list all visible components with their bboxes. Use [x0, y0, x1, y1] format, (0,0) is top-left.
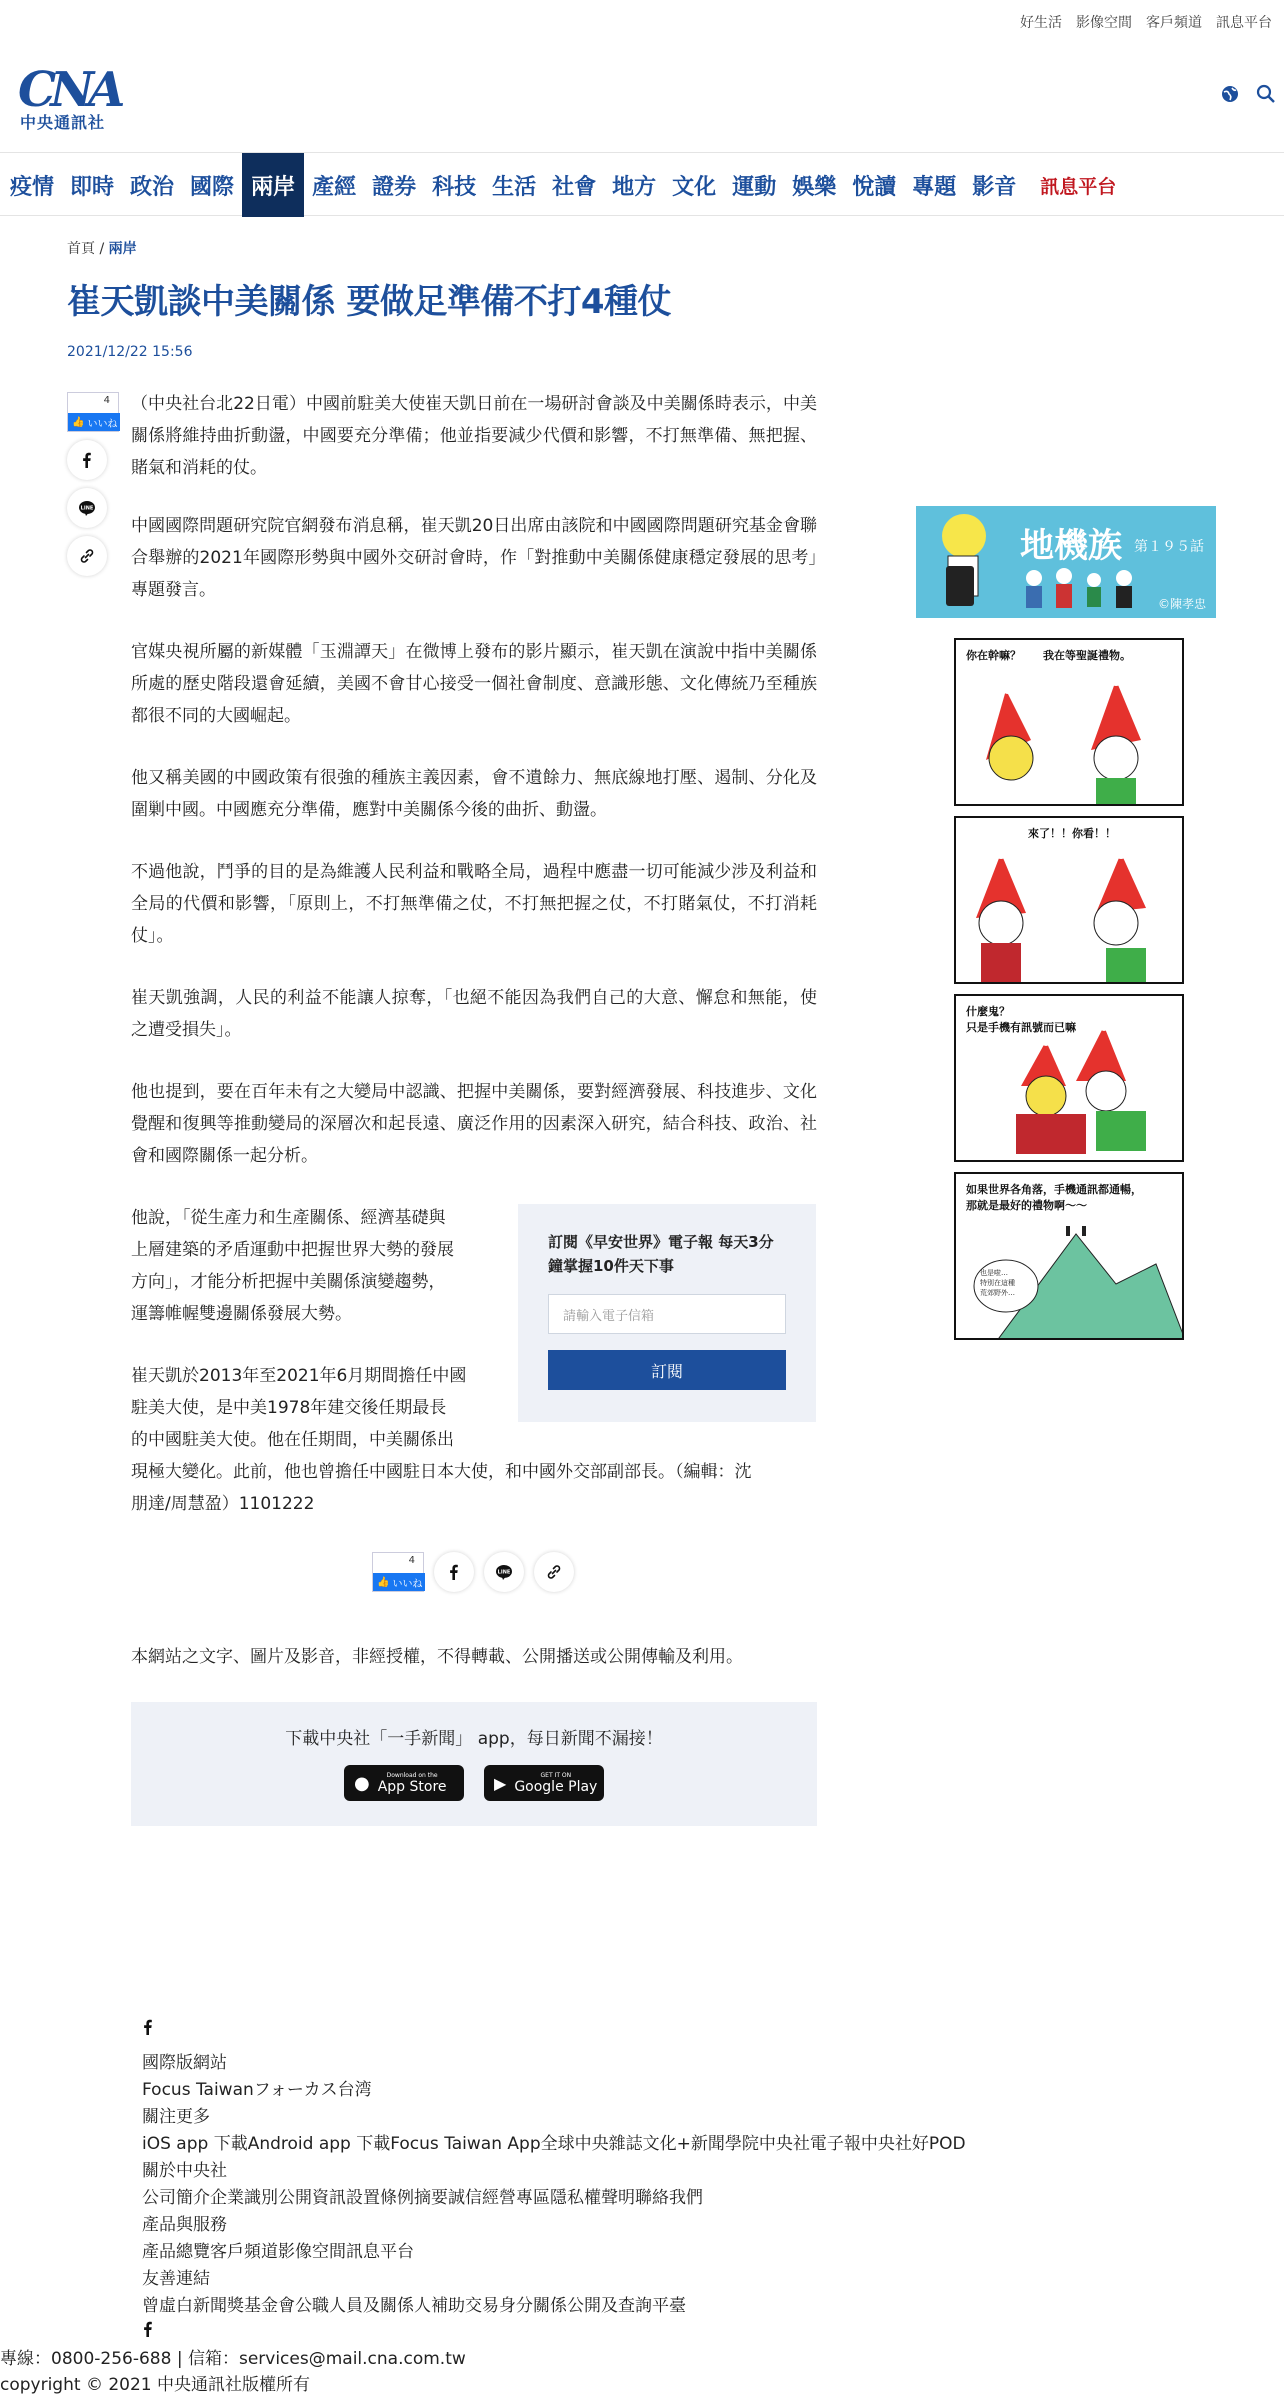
svg-text:LINE: LINE — [497, 1569, 511, 1576]
paragraph-line: 朋達/周慧盈）1101222 — [131, 1494, 315, 1514]
comic-episode: 第１９５話 — [1134, 539, 1204, 555]
footer-more-links[interactable]: iOS app 下載Android app 下載Focus Taiwan App全球中央雜誌文化+新聞學院中央社電子報中央社好POD — [142, 2134, 966, 2154]
line-share-button[interactable] — [484, 1552, 524, 1592]
nav-item-culture[interactable]: 文化 — [672, 174, 717, 200]
app-download-promo — [131, 1702, 817, 1826]
svg-text:LINE: LINE — [80, 505, 94, 512]
line-icon — [495, 1563, 513, 1581]
facebook-share-button[interactable] — [67, 440, 107, 480]
app-store-badge[interactable]: ● Download on the App Store — [344, 1765, 464, 1801]
main-nav — [0, 152, 1284, 216]
footer-about-label: 關於中央社 — [142, 2161, 227, 2181]
globe-icon[interactable] — [1220, 84, 1240, 108]
link-icon — [545, 1563, 563, 1581]
comic-panel-3 — [954, 994, 1184, 1162]
email-input[interactable]: 請輸入電子信箱 — [548, 1294, 786, 1334]
comic-panel-art — [956, 996, 1184, 1162]
comic-caption: 來了！！你看！！ — [1028, 827, 1116, 840]
footer-facebook-icon[interactable] — [142, 2018, 154, 2045]
nav-item-tech[interactable]: 科技 — [432, 174, 477, 200]
article-paragraph: 崔天凱強調，人民的利益不能讓人掠奪，「也絕不能因為我們自己的大意、懈怠和無能，使之遭受損失」。 — [131, 988, 817, 1040]
comic-panel-art — [956, 640, 1184, 806]
facebook-share-button[interactable] — [434, 1552, 474, 1592]
share-bar-vertical — [67, 392, 119, 576]
nav-item-society[interactable]: 社會 — [552, 174, 597, 200]
app-promo-text: 下載中央社「一手新聞」 app，每日新聞不漏接！ — [285, 1729, 663, 1749]
nav-item-message-platform[interactable]: 訊息平台 — [1040, 175, 1117, 198]
footer-about-links[interactable]: 公司簡介企業識別公開資訊設置條例摘要誠信經營專區隱私權聲明聯絡我們 — [142, 2188, 703, 2208]
paragraph-line: 駐美大使，是中美1978年建交後任期最長 — [131, 1398, 447, 1418]
search-icon[interactable] — [1256, 84, 1276, 108]
comic-bubble: 也是啦… 特別在這種 荒郊野外… — [980, 1269, 1015, 1297]
line-share-button[interactable] — [67, 488, 107, 528]
facebook-icon — [78, 451, 96, 469]
footer-friends-label: 友善連結 — [142, 2269, 210, 2289]
util-link-client-channel[interactable]: 客戶頻道 — [1146, 15, 1202, 31]
comic-caption: 你在幹嘛？ 我在等聖誕禮物。 — [966, 649, 1131, 662]
comic-panel-art — [956, 818, 1184, 984]
util-link-message-platform[interactable]: 訊息平台 — [1216, 15, 1272, 31]
nav-item-entertainment[interactable]: 娛樂 — [792, 174, 837, 200]
nav-item-video[interactable]: 影音 — [972, 174, 1017, 200]
comic-caption: 如果世界各角落，手機通訊都通暢， 那就是最好的禮物啊～～ — [966, 1183, 1142, 1212]
facebook-like-button[interactable] — [67, 392, 119, 432]
paragraph-line: 現極大變化。此前，他也曾擔任中國駐日本大使，和中國外交部副部長。（編輯：沈 — [131, 1462, 752, 1482]
nav-item-local[interactable]: 地方 — [612, 174, 657, 200]
footer-products-label: 產品與服務 — [142, 2215, 227, 2235]
footer-products-links[interactable]: 產品總覽客戶頻道影像空間訊息平台 — [142, 2242, 414, 2262]
utility-links — [1020, 12, 1272, 32]
util-link-life[interactable]: 好生活 — [1020, 15, 1062, 31]
paragraph-line: 上層建築的矛盾運動中把握世界大勢的發展 — [131, 1240, 454, 1260]
comic-title: 地機族 — [1020, 526, 1122, 566]
link-icon — [78, 547, 96, 565]
footer-intl-label: 國際版網站 — [142, 2053, 227, 2073]
breadcrumb-separator: / — [99, 241, 105, 257]
like-count: 4 — [103, 395, 110, 406]
paragraph-line: 他說，「從生產力和生產關係、經濟基礎與 — [131, 1208, 446, 1228]
footer-more-label: 關注更多 — [142, 2107, 210, 2127]
article-paragraph: （中央社台北22日電）中國前駐美大使崔天凱日前在一場研討會談及中美關係時表示，中美關係將維持曲折動盪，中國要充分準備；他並指要減少代價和影響，不打無準備、無把握、賭氣和消耗的仗。 — [131, 394, 817, 478]
copy-link-button[interactable] — [534, 1552, 574, 1592]
comic-banner[interactable] — [916, 506, 1216, 618]
paragraph-line: 崔天凱於2013年至2021年6月期間擔任中國 — [131, 1366, 467, 1386]
apple-icon: ● — [354, 1772, 370, 1794]
breadcrumb-home[interactable]: 首頁 — [67, 241, 95, 257]
nav-item-reading[interactable]: 悅讀 — [852, 174, 897, 200]
nav-item-international[interactable]: 國際 — [190, 174, 235, 200]
article-paragraph: 官媒央視所屬的新媒體「玉淵譚天」在微博上發布的影片顯示，崔天凱在演說中指中美關係所處的歷史階段還會延續，美國不會甘心接受一個社會制度、意識形態、文化傳統乃至種族都很不同的大國崛起。 — [131, 642, 817, 726]
footer-copyright: copyright © 2021 中央通訊社版權所有 — [0, 2375, 311, 2395]
comic-panel-4 — [954, 1172, 1184, 1340]
nav-item-life[interactable]: 生活 — [492, 174, 537, 200]
comic-panel-2 — [954, 816, 1184, 984]
paragraph-line: 運籌帷幄雙邊關係發展大勢。 — [131, 1304, 352, 1324]
nav-item-politics[interactable]: 政治 — [130, 174, 175, 200]
facebook-icon — [445, 1563, 463, 1581]
google-play-badge[interactable]: ▶ GET IT ON Google Play — [484, 1765, 604, 1801]
line-icon — [78, 499, 96, 517]
breadcrumb — [67, 238, 137, 258]
play-icon: ▶ — [494, 1773, 507, 1793]
copy-link-button[interactable] — [67, 536, 107, 576]
comic-caption: 什麼鬼？ 只是手機有訊號而已嘛 — [966, 1005, 1076, 1034]
footer-intl-link[interactable]: Focus Taiwanフォーカス台湾 — [142, 2080, 372, 2100]
header-icons — [1220, 84, 1276, 108]
nav-item-pandemic[interactable]: 疫情 — [10, 174, 55, 200]
article-paragraph: 不過他說，鬥爭的目的是為維護人民利益和戰略全局，過程中應盡一切可能減少涉及利益和全局的代價和影響，「原則上，不打無準備之仗，不打無把握之仗，不打賭氣仗，不打消耗仗」。 — [131, 862, 817, 946]
article-title: 崔天凱談中美關係 要做足準備不打4種仗 — [67, 282, 671, 322]
footer-friends-links[interactable]: 曾虛白新聞獎基金會公職人員及關係人補助交易身分關係公開及查詢平臺 — [142, 2296, 686, 2316]
thumbs-up-icon: 👍 — [72, 416, 85, 428]
logo-name: 中央通訊社 — [20, 113, 106, 132]
copyright-notice: 本網站之文字、圖片及影音，非經授權，不得轉載、公開播送或公開傳輸及利用。 — [131, 1647, 743, 1667]
article-paragraph: 他也提到，要在百年未有之大變局中認識、把握中美關係，要對經濟發展、科技進步、文化覺醒和復興等推動變局的深層次和起長遠、廣泛作用的因素深入研究，結合科技、政治、社會和國際關係一起分析。 — [131, 1082, 817, 1166]
nav-item-securities[interactable]: 證券 — [372, 174, 417, 200]
comic-author: ©陳孝忠 — [1157, 597, 1206, 611]
nav-item-economy[interactable]: 產經 — [312, 174, 357, 200]
paragraph-line: 方向」，才能分析把握中美關係演變趨勢， — [131, 1272, 446, 1292]
comic-panel-1 — [954, 638, 1184, 806]
newsletter-title: 訂閱《早安世界》電子報 每天3分鐘掌握10件天下事 — [548, 1233, 774, 1275]
nav-item-cross-strait[interactable]: 兩岸 — [242, 153, 304, 217]
like-count: 4 — [408, 1555, 415, 1566]
nav-item-features[interactable]: 專題 — [912, 174, 957, 200]
facebook-like-button[interactable] — [372, 1552, 424, 1592]
breadcrumb-current[interactable]: 兩岸 — [108, 241, 137, 257]
thumbs-up-icon: 👍 — [377, 1576, 390, 1588]
util-link-image-space[interactable]: 影像空間 — [1076, 15, 1132, 31]
nav-item-sports[interactable]: 運動 — [732, 174, 777, 200]
cna-logo[interactable] — [16, 62, 120, 132]
article-paragraph: 中國國際問題研究院官網發布消息稱，崔天凱20日出席由該院和中國國際問題研究基金會聯合舉辦的2021年國際形勢與中國外交研討會時，作「對推動中美關係健康穩定發展的思考」專題發言。 — [131, 516, 817, 600]
article-date: 2021/12/22 15:56 — [67, 344, 193, 360]
footer-contact: 專線：0800-256-688 | 信箱：services@mail.cna.com.tw — [0, 2349, 466, 2369]
subscribe-button[interactable]: 訂閱 — [548, 1350, 786, 1390]
like-button-label: 👍 いいね — [373, 1573, 425, 1591]
comic-panel-art — [956, 1174, 1184, 1340]
footer-facebook-icon-2[interactable] — [142, 2320, 154, 2347]
share-bar-horizontal — [372, 1552, 574, 1592]
nav-item-instant[interactable]: 即時 — [70, 174, 115, 200]
logo-mark: CNA — [18, 62, 120, 118]
newsletter-subscribe-box — [518, 1204, 816, 1422]
article-paragraph: 他又稱美國的中國政策有很強的種族主義因素，會不遺餘力、無底線地打壓、遏制、分化及圍剿中國。中國應充分準備，應對中美關係今後的曲折、動盪。 — [131, 768, 817, 820]
paragraph-line: 的中國駐美大使。他在任期間，中美關係出 — [131, 1430, 454, 1450]
like-button-label: 👍 いいね — [68, 413, 120, 431]
